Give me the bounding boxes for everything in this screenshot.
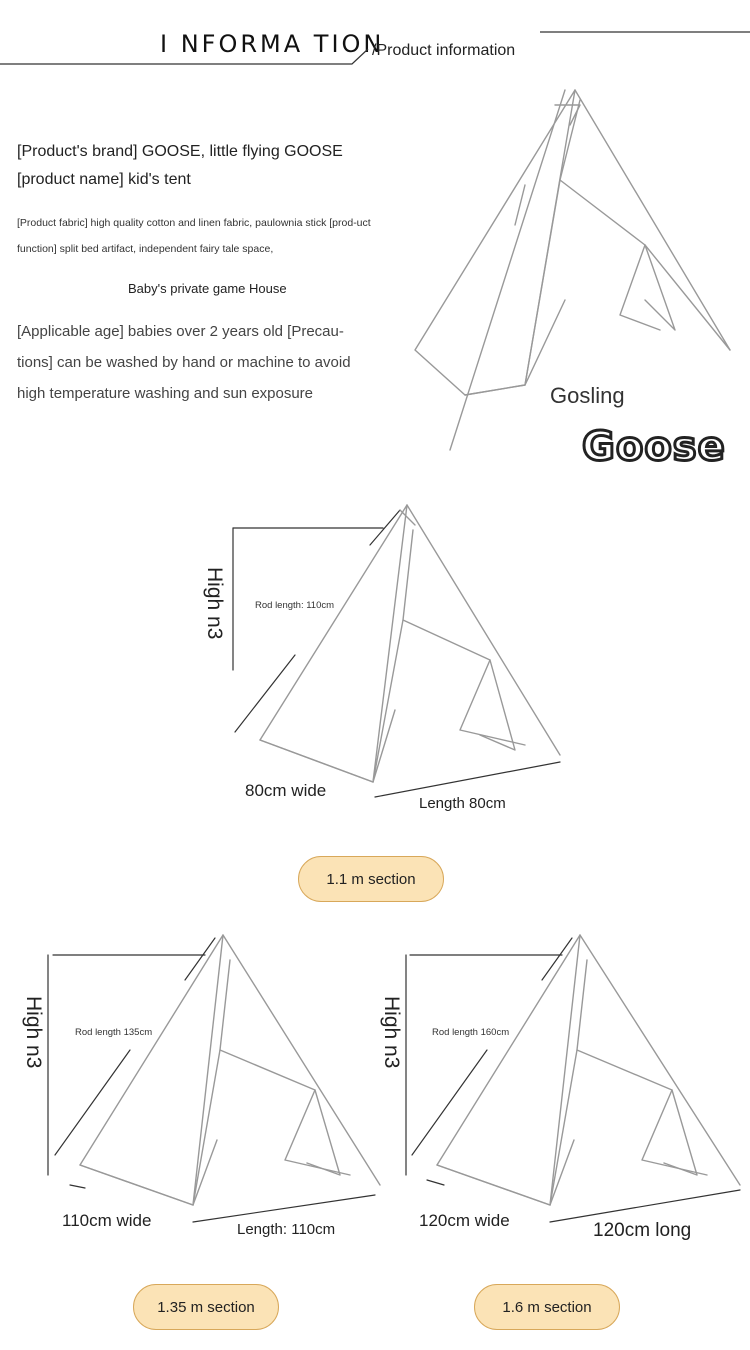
tent-3-height-label: High n3 bbox=[380, 996, 403, 1069]
tent-3-width-label: 120cm wide bbox=[419, 1211, 510, 1230]
tent-2-height-label: High n3 bbox=[22, 996, 45, 1069]
section-title: I NFORMA TION bbox=[160, 30, 385, 58]
product-age-text: [Applicable age] babies over 2 years old [Precau-tions] can be washed by hand or machine to avoid high temperature washing and sun exposure bbox=[17, 323, 351, 402]
goose-logo: Goose bbox=[582, 424, 726, 470]
brand-name: Gosling bbox=[550, 383, 625, 408]
tent-1-illustration bbox=[225, 500, 570, 805]
tent-3-section-pill: 1.6 m section bbox=[474, 1284, 620, 1330]
header-rule bbox=[0, 0, 750, 80]
tent-1-section-pill: 1.1 m section bbox=[298, 856, 444, 902]
tent-3-length-label: 120cm long bbox=[593, 1220, 692, 1241]
tent-3-illustration bbox=[402, 930, 747, 1230]
product-fabric-text: [Product fabric] high quality cotton and linen fabric, paulownia stick [prod-uct function] split bed artifact, independent fairy tale space, bbox=[17, 217, 371, 255]
tent-1-rod-label: Rod length: 110cm bbox=[255, 600, 335, 611]
tent-2-illustration bbox=[45, 930, 385, 1230]
tent-2-rod-label: Rod length 135cm bbox=[75, 1027, 153, 1038]
tent-2-section-pill: 1.35 m section bbox=[133, 1284, 279, 1330]
tent-1-height-label: High n3 bbox=[203, 567, 226, 640]
section-subtitle: /Product information bbox=[372, 42, 516, 59]
tent-1-width-label: 80cm wide bbox=[245, 781, 327, 800]
tent-2-width-label: 110cm wide bbox=[62, 1211, 152, 1230]
product-brand-text: [Product's brand] GOOSE, little flying GOOSE [product name] kid's tent bbox=[17, 143, 343, 188]
tent-3-rod-label: Rod length 160cm bbox=[432, 1027, 510, 1038]
product-house-text: Baby's private game House bbox=[128, 281, 287, 296]
tent-1-length-label: Length 80cm bbox=[419, 795, 506, 812]
tent-2-length-label: Length: 110cm bbox=[237, 1221, 336, 1238]
